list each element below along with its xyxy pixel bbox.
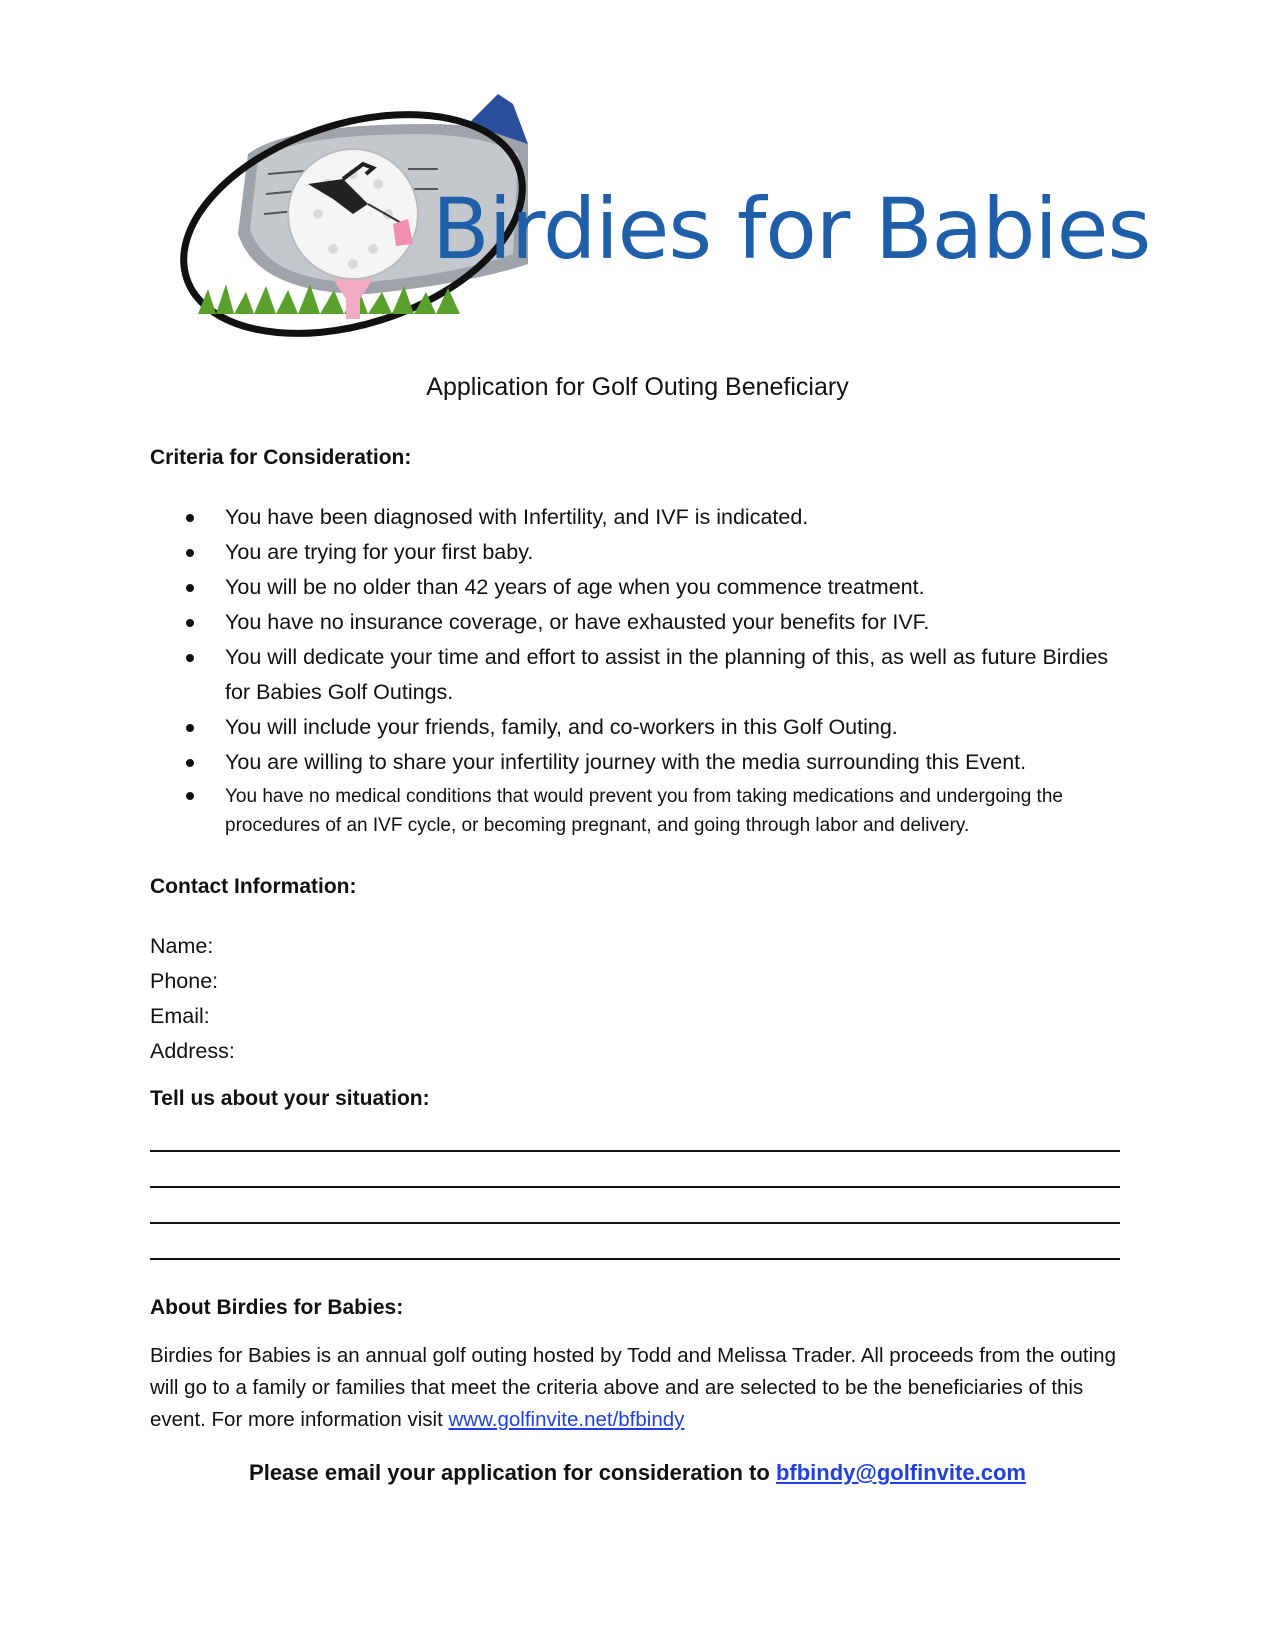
criteria-item: [150, 570, 1130, 605]
address-field-label: Address:: [150, 1039, 235, 1063]
bullet-icon: [186, 514, 194, 522]
logo-text: Birdies for Babies: [432, 180, 1151, 278]
criteria-item: [150, 745, 1130, 780]
website-link[interactable]: www.golfinvite.net/bfbindy: [448, 1408, 685, 1431]
situation-heading: Tell us about your situation:: [150, 1087, 430, 1110]
bullet-icon: [186, 584, 194, 592]
bullet-icon: [186, 792, 194, 800]
criteria-item: [150, 640, 1130, 710]
write-in-line[interactable]: [150, 1222, 1120, 1225]
bullet-icon: [186, 654, 194, 662]
bullet-icon: [186, 619, 194, 627]
email-cta: [0, 1460, 1275, 1486]
criteria-heading: Criteria for Consideration:: [150, 446, 412, 469]
contact-fields: [150, 929, 235, 1069]
write-in-line[interactable]: [150, 1150, 1120, 1153]
write-in-line[interactable]: [150, 1258, 1120, 1261]
write-in-line[interactable]: [150, 1186, 1120, 1189]
about-heading: About Birdies for Babies:: [150, 1296, 404, 1319]
criteria-text: You have no medical conditions that would prevent you from taking medications and undergoing the procedures of an IVF cycle, or becoming pregnant, and going through labor and delivery.: [225, 786, 1063, 836]
criteria-item: [150, 605, 1130, 640]
criteria-text: You have no insurance coverage, or have exhausted your benefits for IVF.: [225, 610, 930, 634]
criteria-list: [150, 500, 1130, 840]
bullet-icon: [186, 759, 194, 767]
page-title: Application for Golf Outing Beneficiary: [426, 373, 849, 401]
criteria-text: You will dedicate your time and effort to assist in the planning of this, as well as future Birdies for Babies Golf Outings.: [225, 645, 1109, 704]
contact-heading: Contact Information:: [150, 875, 357, 898]
email-field-label: Email:: [150, 1004, 210, 1028]
situation-lines: [150, 1150, 1120, 1294]
criteria-text: You are willing to share your infertility journey with the media surrounding this Event.: [225, 750, 1027, 774]
about-text: Birdies for Babies is an annual golf outing hosted by Todd and Melissa Trader. All proceeds from the outing will go to a family or families that meet the criteria above and are selected to be the beneficiaries of this event. For more information visit: [150, 1344, 1116, 1431]
criteria-text: You are trying for your first baby.: [225, 540, 534, 564]
about-body: [150, 1340, 1140, 1436]
criteria-item: [150, 500, 1130, 535]
criteria-item: [150, 780, 1130, 840]
bullet-icon: [186, 724, 194, 732]
criteria-text: You will be no older than 42 years of age when you commence treatment.: [225, 575, 925, 599]
cta-text: Please email your application for consideration to: [249, 1460, 776, 1485]
criteria-item: [150, 535, 1130, 570]
bullet-icon: [186, 549, 194, 557]
email-link[interactable]: bfbindy@golfinvite.com: [775, 1460, 1026, 1485]
criteria-text: You will include your friends, family, and co-workers in this Golf Outing.: [225, 715, 898, 739]
name-field-label: Name:: [150, 934, 214, 958]
phone-field-label: Phone:: [150, 969, 219, 993]
criteria-text: You have been diagnosed with Infertility, and IVF is indicated.: [225, 505, 809, 529]
criteria-item: [150, 710, 1130, 745]
